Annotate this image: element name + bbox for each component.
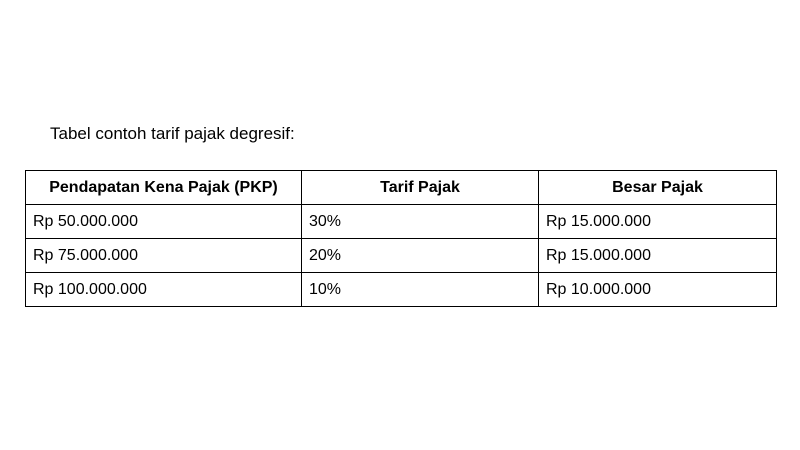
cell-besar: Rp 15.000.000 — [539, 239, 777, 273]
cell-pkp: Rp 100.000.000 — [26, 273, 302, 307]
cell-tarif: 30% — [302, 205, 539, 239]
table-row — [26, 239, 777, 273]
cell-tarif: 10% — [302, 273, 539, 307]
table-body — [26, 205, 777, 307]
header-row — [26, 171, 777, 205]
cell-besar: Rp 15.000.000 — [539, 205, 777, 239]
tax-rate-table — [25, 170, 777, 307]
cell-besar: Rp 10.000.000 — [539, 273, 777, 307]
cell-pkp: Rp 50.000.000 — [26, 205, 302, 239]
header-pkp: Pendapatan Kena Pajak (PKP) — [26, 171, 302, 205]
table-caption: Tabel contoh tarif pajak degresif: — [50, 124, 295, 143]
table-header — [26, 171, 777, 205]
header-besar: Besar Pajak — [539, 171, 777, 205]
table-row — [26, 205, 777, 239]
table-row — [26, 273, 777, 307]
header-tarif: Tarif Pajak — [302, 171, 539, 205]
cell-tarif: 20% — [302, 239, 539, 273]
cell-pkp: Rp 75.000.000 — [26, 239, 302, 273]
